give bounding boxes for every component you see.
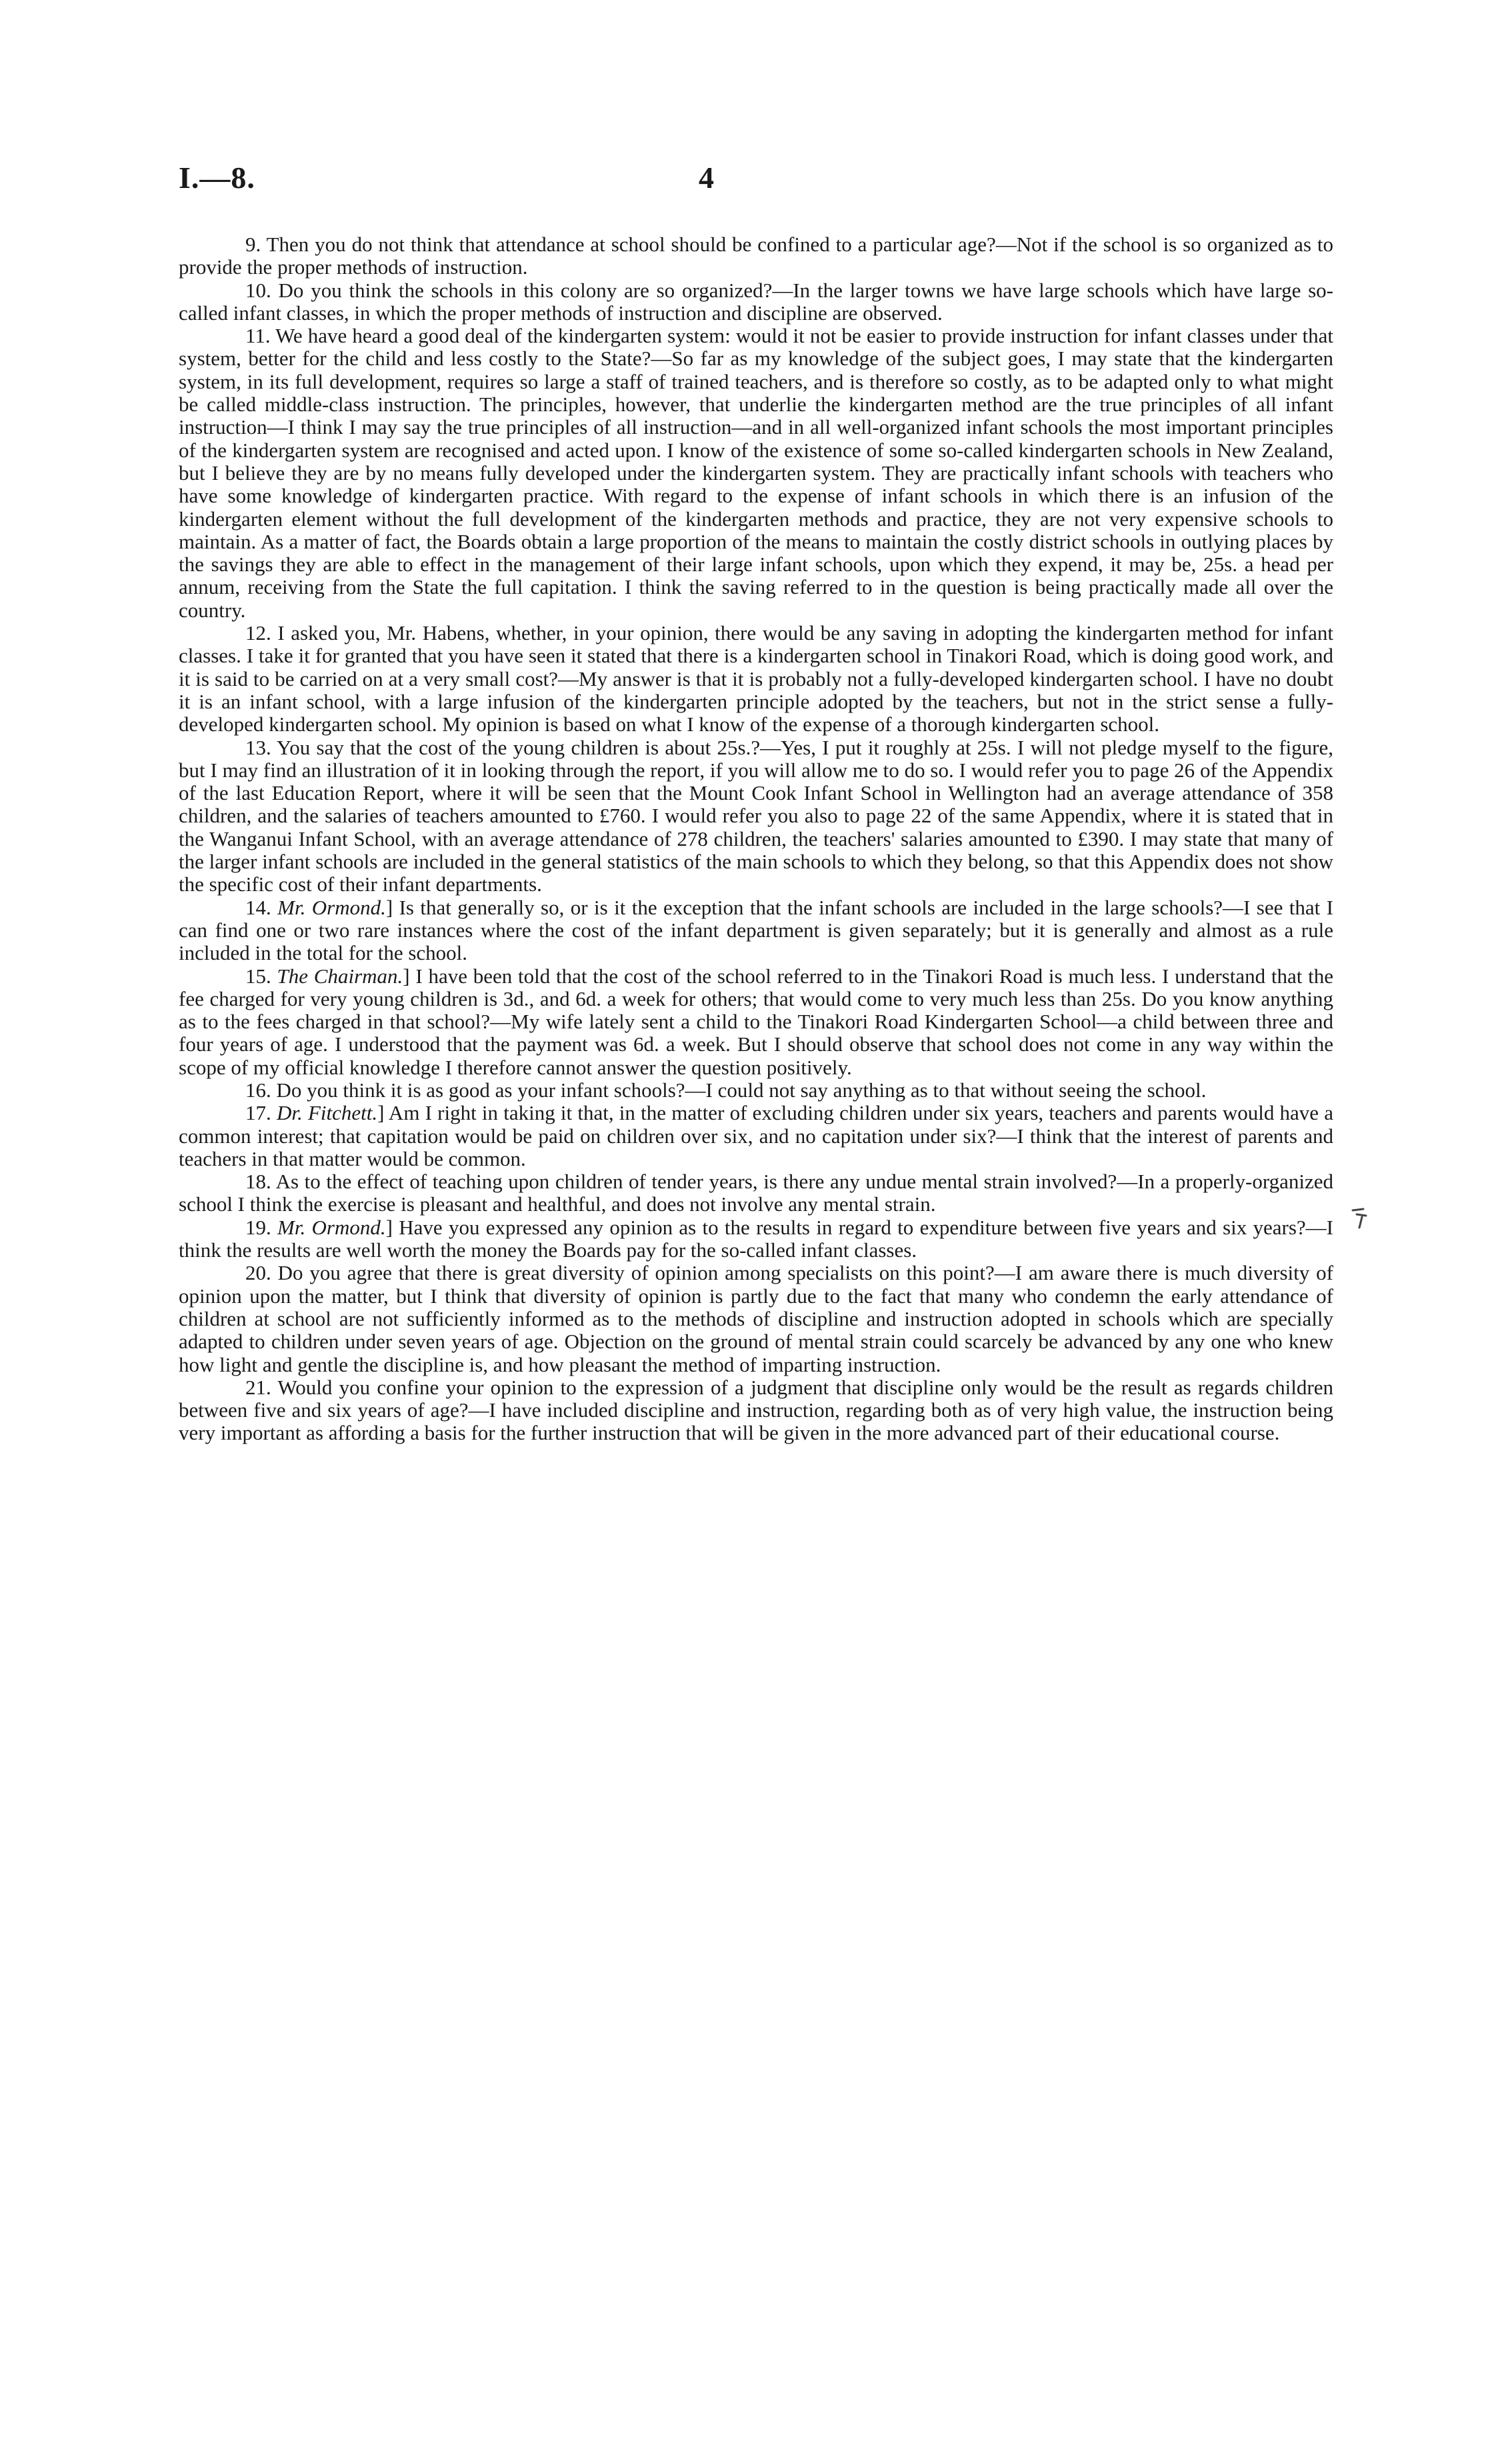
paragraph-16: 16. Do you think it is as good as your infant schools?—I could not say anything as to that without seeing the school. <box>245 1078 1207 1102</box>
document-body <box>179 233 1333 1445</box>
paragraph-14: 14. Mr. Ormond.] Is that generally so, or is it the exception that the infant schools are included in the large schools?—I see that I can find one or two rare instances where the cost of the infant department is given separately; but it is generally and almost as a rule included in the total for the school. <box>179 895 1333 965</box>
paragraph-15: 15. The Chairman.] I have been told that the cost of the school referred to in the Tinakori Road is much less. I understand that the fee charged for very young children is 3d., and 6d. a week for others; that would come to very much less than 25s. Do you know anything as to the fees charged in that school?—My wife lately sent a child to the Tinakori Road Kindergarten School—a child between three and four years of age. I understood that the payment was 6d. a week. But I should observe that school does not come in any way within the scope of my official knowledge I therefore cannot answer the question positively. <box>179 964 1334 1079</box>
paragraph-21: 21. Would you confine your opinion to the expression of a judgment that discipline only would be the result as regards children between five and six years of age?—I have included discipline and instruction, regarding both as of very high value, the instruction being very important as affording a basis for the further instruction that will be given in the more advanced part of their educational course. <box>179 1375 1333 1445</box>
page-header <box>179 160 1333 207</box>
paragraph-12: 12. I asked you, Mr. Habens, whether, in your opinion, there would be any saving in adopting the kindergarten method for infant classes. I take it for granted that you have seen it stated that there is a kindergarten school in Tinakori Road, which is doing good work, and it is said to be carried on at a very small cost?—My answer is that it is probably not a fully-developed kindergarten school. I have no doubt it is an infant school, with a large infusion of the kindergarten principle adopted by the teachers, but not in the strict sense a fully-developed kindergarten school. My opinion is based on what I know of the expense of a thorough kindergarten school. <box>179 621 1333 736</box>
speaker-name: Mr. Ormond. <box>277 1215 386 1239</box>
paragraph-19: 19. Mr. Ormond.] Have you expressed any opinion as to the results in regard to expenditure between five years and six years?—I think the results are well worth the money the Boards pay for the so-called infant classes. <box>179 1215 1333 1262</box>
paragraph-9: 9. Then you do not think that attendance at school should be confined to a particular age?—Not if the school is so organized as to provide the proper methods of instruction. <box>179 233 1333 279</box>
paragraph-10: 10. Do you think the schools in this colony are so organized?—In the larger towns we have large schools which have large so-called infant classes, in which the proper methods of instruction and discipline are observed. <box>179 278 1333 325</box>
paragraph-20: 20. Do you agree that there is great diversity of opinion among specialists on this point?—I am aware there is much diversity of opinion upon the matter, but I think that diversity of opinion is partly due to the fact that many who condemn the early attendance of children at school are not sufficiently informed as to the methods of discipline and instruction adopted in schools which are specially adapted to children under seven years of age. Objection on the ground of mental strain could scarcely be advanced by any one who knew how light and gentle the discipline is, and how pleasant the method of imparting instruction. <box>179 1261 1333 1376</box>
speaker-name: Mr. Ormond. <box>277 895 386 919</box>
paragraph-18: 18. As to the effect of teaching upon children of tender years, is there any undue mental strain involved?—In a properly-organized school I think the exercise is pleasant and healthful, and does not involve any mental strain. <box>179 1170 1333 1216</box>
speaker-name: Dr. Fitchett. <box>276 1101 378 1125</box>
paragraph-17: 17. Dr. Fitchett.] Am I right in taking it that, in the matter of excluding children under six years, teachers and parents would have a common interest; that capitation would be paid on children over six, and no capitation under six?—I think that the interest of parents and teachers in that matter would be common. <box>179 1101 1334 1170</box>
document-reference: I.—8. <box>179 161 255 195</box>
margin-mark-glyph <box>1350 1205 1370 1232</box>
paragraph-11: 11. We have heard a good deal of the kindergarten system: would it not be easier to provide instruction for infant classes under that system, better for the child and less costly to the State?—So far as my knowledge of the subject goes, I may state that the kindergarten system, in its full development, requires so large a staff of trained teachers, and is therefore so costly, as to be adapted only to what might be called middle-class instruction. The principles, however, that underlie the kindergarten method are the true principles of all infant instruction—I think I may say the true principles of all instruction—and in all well-organized infant schools the most important principles of the kindergarten system are recognised and acted upon. I know of the existence of some so-called kindergarten schools in New Zealand, but I believe they are by no means fully developed under the kindergarten system. They are practically infant schools with teachers who have some knowledge of kindergarten practice. With regard to the expense of infant schools in which there is an infusion of the kindergarten element without the full development of the kindergarten methods and practice, they are not very expensive schools to maintain. As a matter of fact, the Boards obtain a large proportion of the means to maintain the costly district schools in outlying places by the savings they are able to effect in the management of their large infant schools, upon which they expend, it may be, 25s. a head per annum, receiving from the State the full capitation. I think the saving referred to in the question is being practically made all over the country. <box>179 324 1333 622</box>
document-page <box>179 160 1333 1445</box>
page-number: 4 <box>699 161 714 195</box>
paragraph-13: 13. You say that the cost of the young children is about 25s.?—Yes, I put it roughly at 25s. I will not pledge myself to the figure, but I may find an illustration of it in looking through the report, if you will allow me to do so. I would refer you to page 26 of the Appendix of the last Education Report, where it will be seen that the Mount Cook Infant School in Wellington had an average attendance of 358 children, and the salaries of teachers amounted to £760. I would refer you also to page 22 of the same Appendix, where it is stated that in the Wanganui Infant School, with an average attendance of 278 children, the teachers' salaries amounted to £390. I may state that many of the larger infant schools are included in the general statistics of the main schools to which they belong, so that this Appendix does not show the specific cost of their infant departments. <box>179 735 1333 896</box>
speaker-name: The Chairman. <box>277 964 403 988</box>
margin-ink-mark <box>1350 1205 1370 1238</box>
